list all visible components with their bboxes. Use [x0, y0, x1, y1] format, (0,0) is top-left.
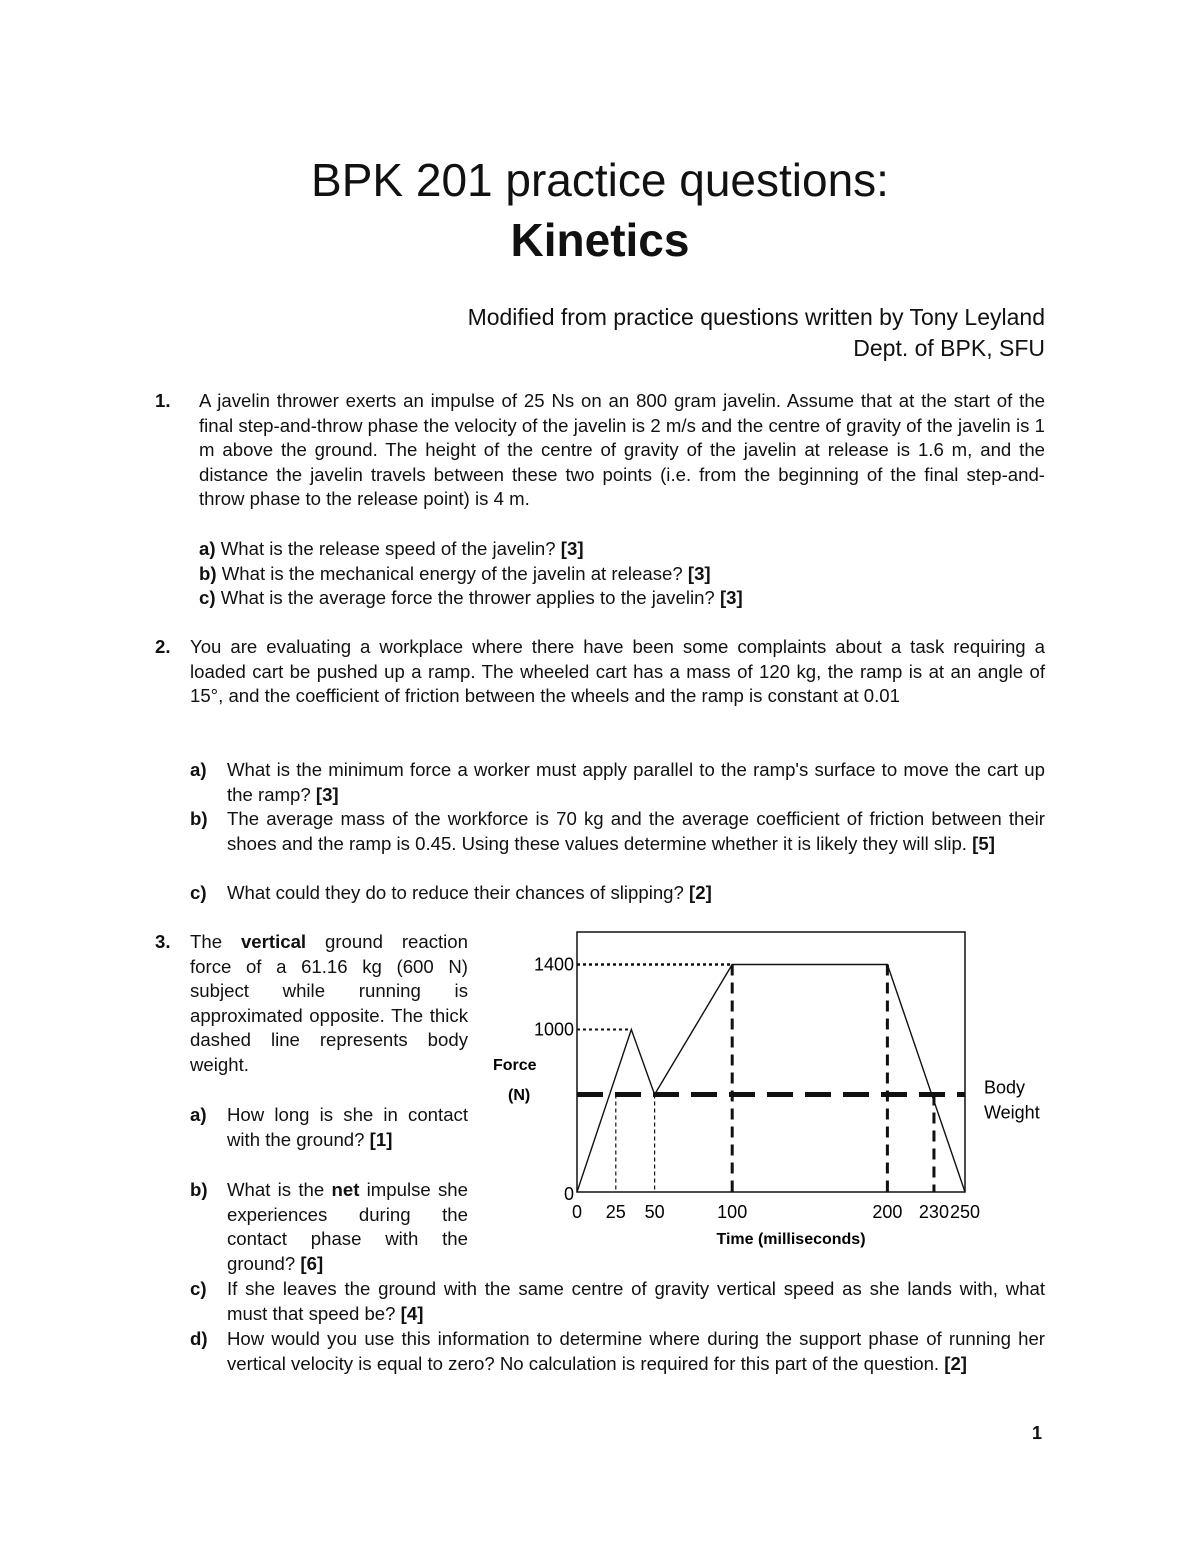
- tick-labels: [534, 955, 980, 1223]
- x-axis-label: Time (milliseconds): [716, 1231, 866, 1248]
- x-tick-label: 100: [717, 1202, 748, 1222]
- q2-text: You are evaluating a workplace where there have been some complaints about a task requiring a loaded cart be pushed up a ramp. The wheeled cart has a mass of 120 kg, the ramp is at an angle of 15°, and the coefficient of friction between the wheels and the ramp is constant at 0.01: [190, 636, 1045, 707]
- q1-part-letter: a): [199, 538, 216, 559]
- q3-part-marks: [4]: [400, 1302, 424, 1324]
- q1-part-text: What is the mechanical energy of the javelin at release?: [221, 563, 683, 584]
- x-tick-label: 230: [918, 1202, 949, 1222]
- q2-part-marks: [2]: [689, 882, 712, 903]
- q2-part-letter: b): [190, 808, 208, 829]
- grf-series-line: [577, 965, 965, 1193]
- attribution: Modified from practice questions written by Tony Leyland: [467, 304, 1045, 330]
- plot-frame: [577, 932, 965, 1192]
- q3-part-c: [190, 1277, 1045, 1327]
- q1-part-c: [199, 586, 1045, 611]
- q2-part-letter: c): [190, 882, 207, 903]
- force-time-chart: [470, 920, 1060, 1260]
- page-number: 1: [1031, 1423, 1042, 1443]
- q3-intro-post: ground reaction force of a 61.16 kg (600 N) subject while running is approximated opposite. The thick dashed line represents body weight.: [190, 931, 468, 1075]
- q3-part-text: How long is she in contact with the ground?: [227, 1104, 468, 1150]
- x-tick-label: 25: [605, 1202, 626, 1222]
- q3-part-marks: [6]: [300, 1252, 324, 1274]
- q1-part-letter: b): [199, 563, 217, 584]
- q3-part-a: [190, 1103, 468, 1178]
- q2-part-marks: [5]: [972, 832, 995, 854]
- q3-part-letter: c): [190, 1278, 207, 1299]
- q2-part-text: What is the minimum force a worker must apply parallel to the ramp's surface to move the cart up the ramp?: [227, 759, 1045, 805]
- q1-text: A javelin thrower exerts an impulse of 25 Ns on an 800 gram javelin. Assume that at the start of the final step-and-throw phase the velocity of the javelin is 2 m/s and the centre of gravity of the javelin is 1 m above the ground. The height of the centre of gravity of the javelin at release is 1.6 m, and the distance the javelin travels between these two points (i.e. from the beginning of the final step-and-throw phase to the release point) is 4 m.: [199, 390, 1045, 510]
- y-axis-label-line1: Force: [493, 1057, 537, 1075]
- page-title-line2: Kinetics: [510, 214, 690, 266]
- q1-part-a: [199, 537, 1045, 562]
- chart-guides: [577, 965, 934, 1193]
- q3-part-body: [227, 1277, 1045, 1326]
- q1-part-text: What is the release speed of the javelin?: [220, 538, 556, 559]
- q2-part-letter: a): [190, 759, 207, 780]
- q1-part-letter: c): [199, 587, 216, 608]
- q3-part-b: [190, 1178, 468, 1278]
- q2-part-body: [227, 881, 1045, 906]
- series-group: [577, 965, 965, 1193]
- q3-part-d: [190, 1327, 1045, 1402]
- q3-intro-bold: vertical: [240, 931, 307, 952]
- q2-part-text: What could they do to reduce their chances of slipping?: [227, 882, 684, 903]
- q3-intro-pre: The: [190, 931, 223, 952]
- q3-part-body: [227, 1103, 468, 1152]
- q1-part-b: [199, 562, 1045, 587]
- x-tick-label: 250: [949, 1202, 981, 1222]
- body-weight-label-line1: Body: [984, 1077, 1026, 1098]
- page-title-line1: BPK 201 practice questions:: [311, 154, 889, 206]
- q3-part-text: How would you use this information to determine where during the support phase of running her vertical velocity is equal to zero? No calculation is required for this part of the question.: [227, 1328, 1045, 1374]
- q3-part-marks: [2]: [944, 1352, 967, 1374]
- x-tick-label: 200: [872, 1202, 903, 1222]
- x-tick-label: 0: [571, 1202, 583, 1222]
- q3-part-body: [227, 1327, 1045, 1376]
- y-tick-label: 0: [563, 1184, 574, 1204]
- q3-part-text: If she leaves the ground with the same centre of gravity vertical speed as she lands with, what must that speed be?: [227, 1278, 1045, 1324]
- q2-number: 2.: [155, 636, 171, 657]
- q3-part-text-pre: What is the: [227, 1179, 325, 1200]
- q1-part-marks: [3]: [560, 538, 584, 559]
- y-axis-label-line2: (N): [508, 1087, 531, 1105]
- q3-part-marks: [1]: [369, 1128, 393, 1150]
- q2-part-a: [190, 758, 1045, 808]
- q3-part-letter: d): [190, 1328, 208, 1349]
- y-tick-label: 1000: [533, 1019, 574, 1040]
- q1-part-marks: [3]: [687, 563, 711, 584]
- department: Dept. of BPK, SFU: [853, 335, 1045, 361]
- q2-part-text: The average mass of the workforce is 70 kg and the average coefficient of friction between their shoes and the ramp is 0.45. Using these values determine whether it is likely they will slip.: [227, 808, 1045, 854]
- x-tick-label: 50: [644, 1202, 665, 1222]
- body-weight-label-line2: Weight: [984, 1102, 1040, 1123]
- q3-part-body: [227, 1178, 468, 1276]
- y-tick-label: 1400: [533, 954, 574, 975]
- q3-intro: [190, 930, 468, 1078]
- q3-part-letter: a): [190, 1104, 207, 1125]
- q3-number: 3.: [155, 931, 171, 952]
- q3-part-text-post: impulse she experiences during the contact phase with the ground?: [227, 1179, 468, 1274]
- q1-part-marks: [3]: [719, 587, 743, 608]
- q2-part-body: [227, 807, 1045, 856]
- q1-number: 1.: [155, 390, 171, 411]
- q3-part-text-bold: net: [331, 1179, 360, 1200]
- q2-part-b: [190, 807, 1045, 881]
- q2-part-marks: [3]: [315, 783, 339, 805]
- q1-part-text: What is the average force the thrower applies to the javelin?: [220, 587, 715, 608]
- q2-part-body: [227, 758, 1045, 807]
- q3-part-letter: b): [190, 1179, 208, 1200]
